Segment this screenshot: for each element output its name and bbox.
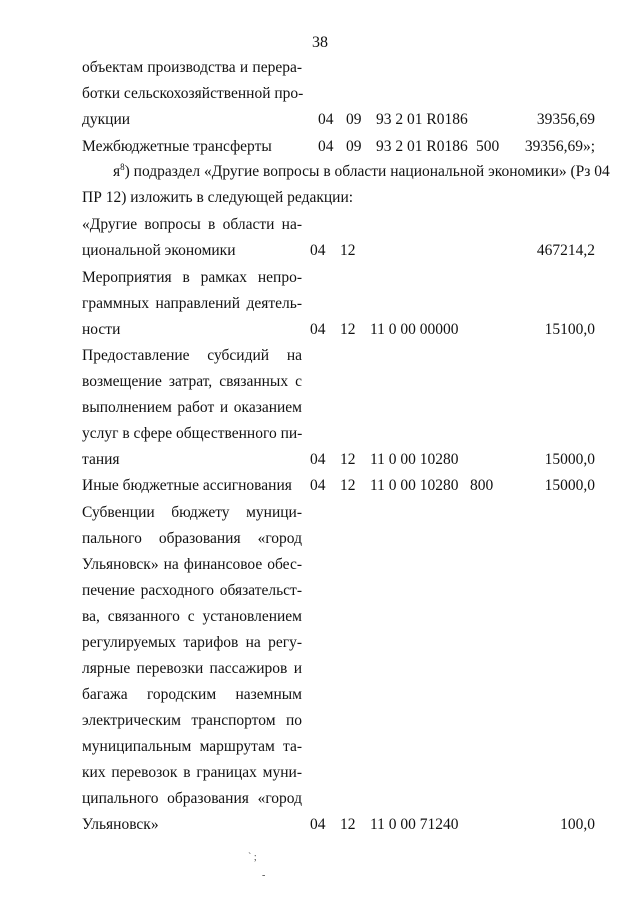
pr-code: 12	[340, 816, 356, 833]
rz-code: 04	[310, 451, 326, 468]
rz-code: 04	[318, 138, 334, 155]
amount: 39356,69	[536, 111, 595, 128]
row-text-line: багажа городским наземным	[82, 686, 302, 703]
page-number: 38	[312, 34, 328, 51]
row-text-line: циональной экономики	[82, 242, 236, 259]
row-text-line: выполнением работ и оказанием	[82, 399, 302, 416]
amount: 15000,0	[544, 477, 595, 494]
scan-speck: -	[262, 870, 266, 881]
vr-code: 800	[470, 477, 494, 494]
row-text-line: «Другие вопросы в области на-	[82, 216, 302, 233]
pr-code: 09	[346, 111, 362, 128]
csr-code: 11 0 00 71240	[370, 816, 459, 833]
row-text-line: регулируемых тарифов на регу-	[82, 634, 302, 651]
row-text-line: пального образования «город	[82, 530, 302, 547]
pr-code: 09	[346, 138, 362, 155]
row-text-line: дукции	[82, 111, 131, 128]
amendment-paragraph-line2: ПР 12) изложить в следующей редакции:	[82, 189, 354, 206]
csr-code: 11 0 00 00000	[370, 321, 459, 338]
row-text-line: объектам производства и перера-	[82, 59, 302, 76]
pr-code: 12	[340, 242, 356, 259]
csr-code: 11 0 00 10280	[370, 477, 459, 494]
row-text-line: тания	[82, 451, 120, 468]
row-text-line: лярные перевозки пассажиров и	[82, 660, 302, 677]
row-text-line: ких перевозок в границах муни-	[82, 764, 302, 781]
row-text-line: возмещение затрат, связанных с	[82, 373, 302, 390]
row-text-line: Ульяновск»	[82, 816, 159, 833]
row-text-line: ципального образования «город	[82, 790, 302, 807]
amount: 100,0	[560, 816, 595, 833]
rz-code: 04	[318, 111, 334, 128]
scan-speck: ` ;	[248, 852, 257, 863]
row-text-line: Ульяновск» на финансовое обес-	[82, 556, 302, 573]
rz-code: 04	[310, 321, 326, 338]
pr-code: 12	[340, 451, 356, 468]
row-text-line: Предоставление субсидий на	[82, 347, 302, 364]
amendment-paragraph-line1: $я^8$) подраздел «Другие вопросы в области национальной экономики» (Рз 04	[113, 161, 610, 180]
row-text-line: Иные бюджетные ассигнования	[82, 477, 292, 494]
row-text-line: услуг в сфере общественного пи-	[82, 425, 303, 442]
rz-code: 04	[310, 242, 326, 259]
row-text-line: печение расходного обязательст-	[82, 582, 302, 599]
rz-code: 04	[310, 816, 326, 833]
pr-code: 12	[340, 321, 356, 338]
pr-code: 12	[340, 477, 356, 494]
vr-code: 500	[476, 138, 500, 155]
csr-code: 11 0 00 10280	[370, 451, 459, 468]
amount: 15100,0	[544, 321, 595, 338]
row-text-line: электрическим транспортом по	[82, 712, 302, 729]
row-text-line: граммных направлений деятель-	[82, 295, 302, 312]
row-text-line: ности	[82, 321, 121, 338]
row-text-line: муниципальным маршрутам та-	[82, 738, 302, 755]
amount: 467214,2	[536, 242, 595, 259]
rz-code: 04	[310, 477, 326, 494]
row-text-line: ботки сельскохозяйственной про-	[82, 85, 304, 102]
row-text-line: ва, связанного с установлением	[82, 608, 302, 625]
amount: 39356,69»;	[524, 138, 595, 155]
row-text-line: Межбюджетные трансферты	[82, 138, 272, 155]
row-text-line: Мероприятия в рамках непро-	[82, 269, 302, 286]
csr-code: 93 2 01 R0186	[376, 138, 468, 155]
csr-code: 93 2 01 R0186	[376, 111, 468, 128]
row-text-line: Субвенции бюджету муници-	[82, 504, 302, 521]
amount: 15000,0	[544, 451, 595, 468]
